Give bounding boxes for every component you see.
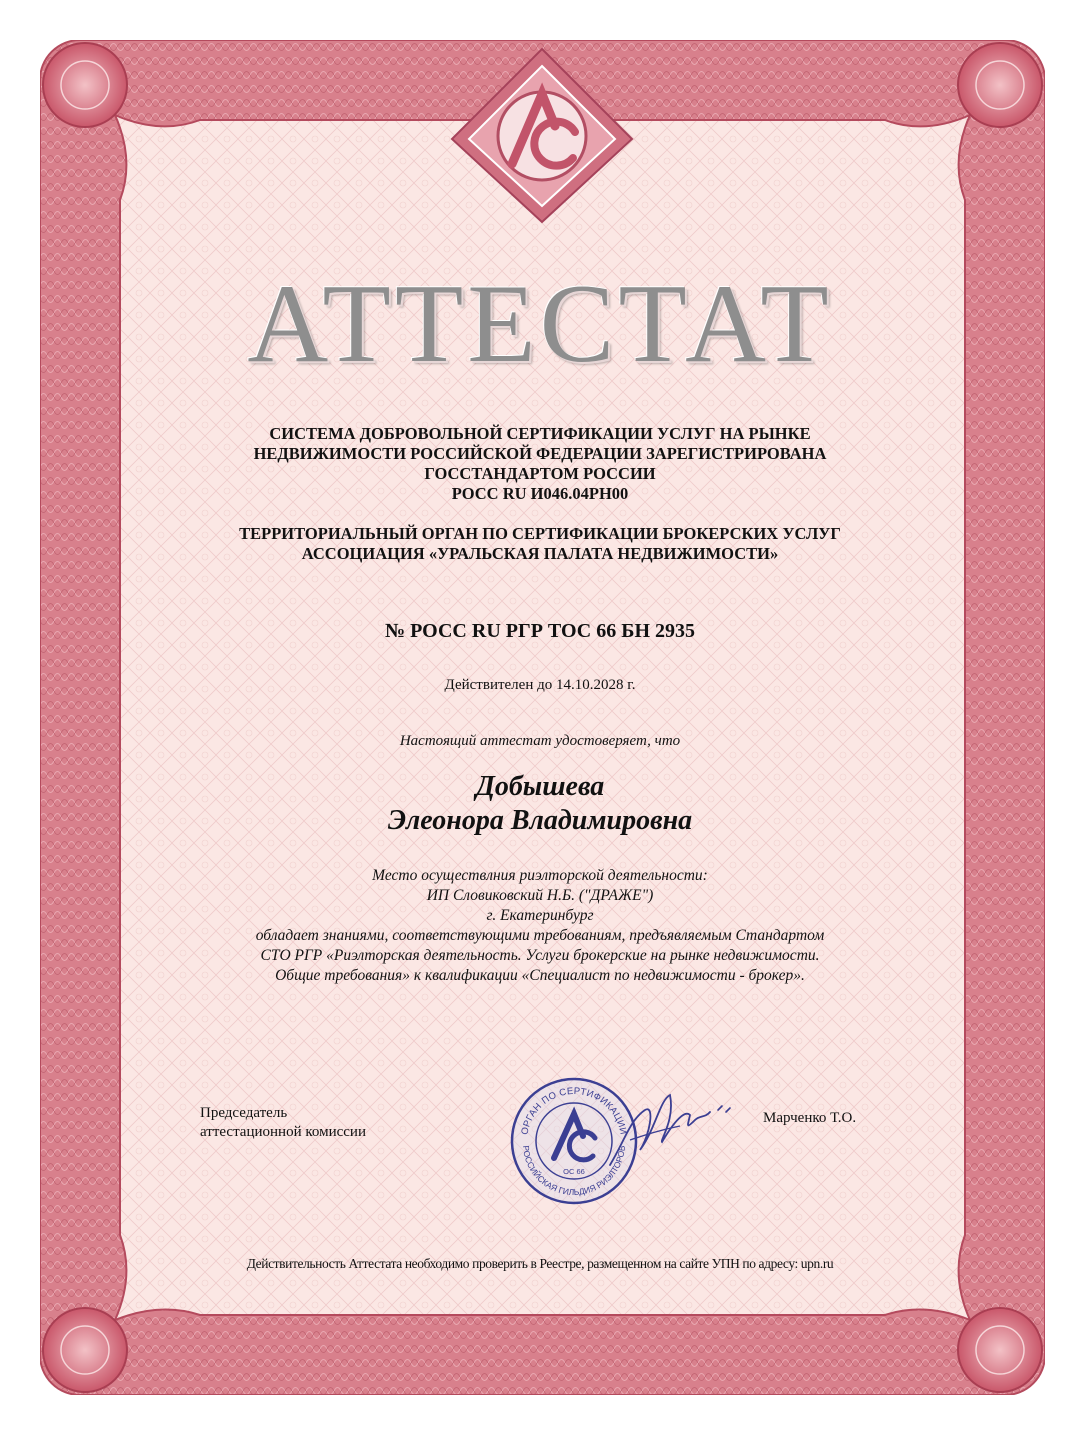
place-line-1: Место осуществлния риэлторской деятельности: <box>372 867 708 884</box>
system-line-1: СИСТЕМА ДОБРОВОЛЬНОЙ СЕРТИФИКАЦИИ УСЛУГ НА РЫНКЕ <box>269 424 811 443</box>
certificate-number: № РОСС RU РГР ТОС 66 БН 2935 <box>384 620 696 642</box>
signer-name: Марченко Т.О. <box>763 1110 857 1126</box>
place-line-5: СТО РГР «Риэлторская деятельность. Услуги брокерские на рынке недвижимости. <box>260 947 820 964</box>
holder-name <box>0 770 1080 838</box>
system-line-2: НЕДВИЖИМОСТИ РОССИЙСКОЙ ФЕДЕРАЦИИ ЗАРЕГИСТРИРОВАНА <box>253 444 827 463</box>
chair-line-2: аттестационной комиссии <box>200 1124 366 1140</box>
system-line-3: ГОССТАНДАРТОМ РОССИИ <box>424 464 656 483</box>
qualification-text <box>0 866 1080 986</box>
place-line-6: Общие требования» к квалификации «Специалист по недвижимости - брокер». <box>275 967 805 984</box>
authority-line-2: АССОЦИАЦИЯ «УРАЛЬСКАЯ ПАЛАТА НЕДВИЖИМОСТИ» <box>301 544 779 563</box>
stamp-code: ОС 66 <box>563 1167 585 1176</box>
authority-line-1: ТЕРРИТОРИАЛЬНЫЙ ОРГАН ПО СЕРТИФИКАЦИИ БРОКЕРСКИХ УСЛУГ <box>239 524 841 543</box>
validity-date: Действителен до 14.10.2028 г. <box>444 677 636 693</box>
chair-line-1: Председатель <box>200 1105 288 1121</box>
certification-authority <box>0 524 1080 564</box>
association-emblem-icon <box>447 44 637 224</box>
holder-given-names: Элеонора Владимировна <box>387 805 693 836</box>
place-line-4: обладает знаниями, соответствующими требованиям, предъявляемым Стандартом <box>255 927 825 944</box>
certification-system <box>0 424 1080 504</box>
document-title: АТТЕСТАТ <box>247 262 833 386</box>
footer-note: Действительность Аттестата необходимо проверить в Реестре, размещенном на сайте УПН по адресу: upn.ru <box>246 1256 834 1271</box>
chair-title <box>200 1104 366 1142</box>
place-line-3: г. Екатеринбург <box>486 907 594 924</box>
stamp-top-text: ОРГАН ПО СЕРТИФИКАЦИИ <box>519 1085 629 1136</box>
place-line-2: ИП Словиковский Н.Б. ("ДРАЖЕ") <box>426 887 654 904</box>
signature <box>600 1080 740 1180</box>
intro-text: Настоящий аттестат удостоверяет, что <box>399 733 681 749</box>
stamp-bottom-text: РОССИЙСКАЯ ГИЛЬДИЯ РИЭЛТОРОВ <box>520 1145 628 1198</box>
system-registration-code: РОСС RU И046.04РН00 <box>451 484 629 503</box>
holder-surname: Добышева <box>475 771 605 802</box>
